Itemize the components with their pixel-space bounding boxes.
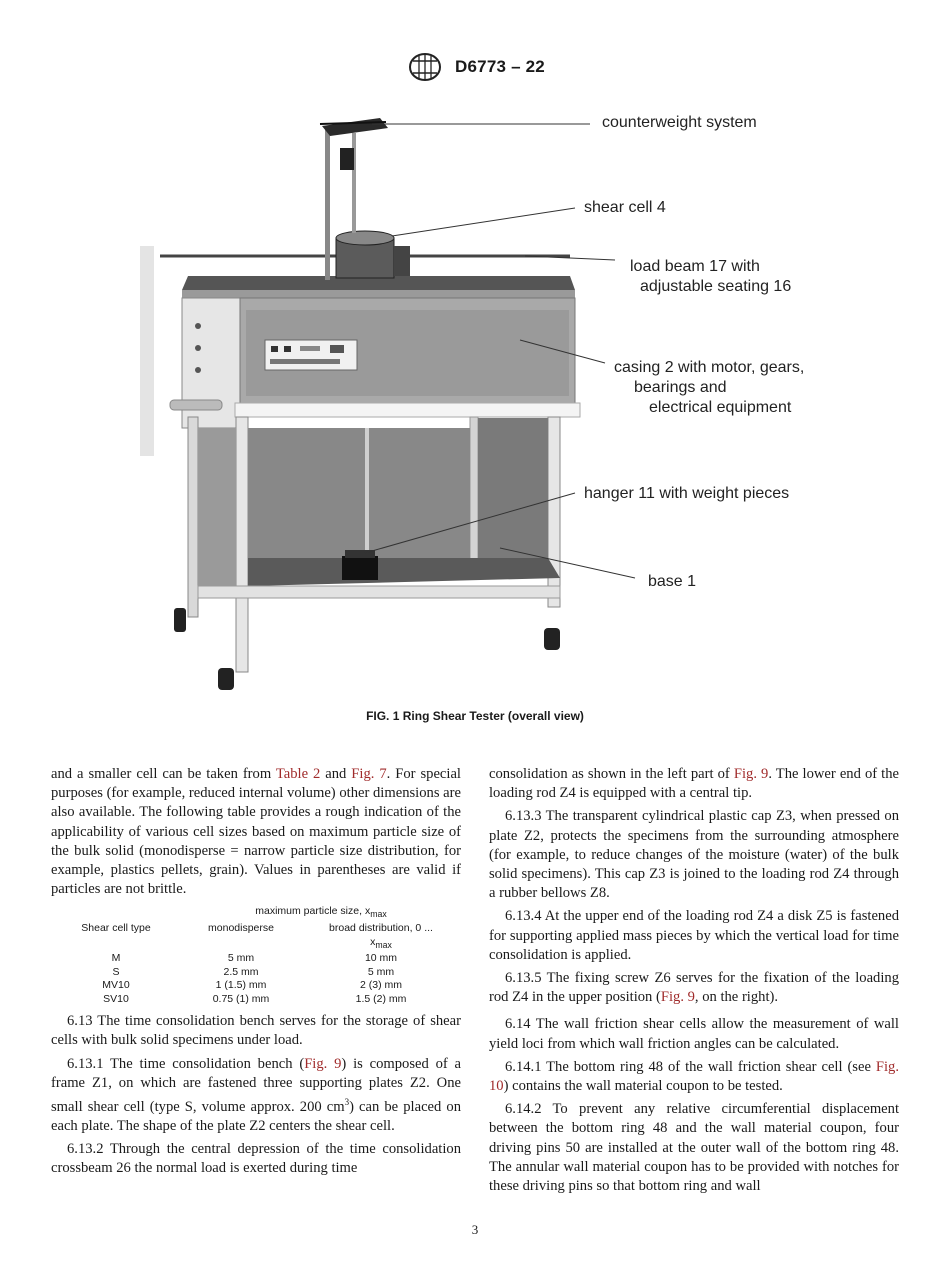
fig-7-link[interactable]: Fig. 7	[351, 766, 387, 782]
paragraph-6-13-4: 6.13.4 At the upper end of the loading rod Z4 a disk Z5 is fastened for supporting applied mass pieces by which the vertical load for time consolidation is applied.	[489, 908, 899, 963]
callout-base: base 1	[648, 573, 697, 590]
particle-size-table	[51, 905, 461, 1006]
control-panel	[265, 340, 357, 370]
table-row: MV10 1 (1.5) mm 2 (3) mm	[102, 979, 402, 992]
fig-9-link[interactable]: Fig. 9	[660, 989, 695, 1006]
callout-casing-line3: electrical equipment	[649, 399, 792, 416]
paragraph-6-13-1: 6.13.1 The time consolidation bench (Fig. 9) is composed of a frame Z1, on which are fastened three supporting plates Z2. One small shear cell (type S, volume approx. 200 $cm^3$) can be placed on each plate. The shape of the plate Z2 centers the shear cell.	[51, 1055, 462, 1134]
paragraph-6-13-2: 6.13.2 Through the central depression of the time consolidation crossbeam 26 the normal load is exerted during time	[51, 1141, 461, 1177]
paragraph-6-13-5: 6.13.5 The fixing screw Z6 serves for the fixation of the loading rod Z4 in the upper position (Fig. 9, on the right).	[489, 970, 899, 1006]
page-number: 3	[471, 1222, 479, 1237]
table-header-type: Shear cell type	[81, 922, 151, 935]
hanger-weight	[342, 556, 378, 580]
table-header-broad: broad distribution, 0 ...	[329, 922, 433, 935]
table-row: SV10 0.75 (1) mm 1.5 (2) mm	[103, 992, 407, 1005]
callout-hanger: hanger 11 with weight pieces	[584, 485, 790, 502]
fig-10-link[interactable]: Fig. 10	[489, 1058, 899, 1095]
standard-designation: D6773 – 22	[455, 57, 545, 76]
callout-counterweight: counterweight system	[602, 114, 757, 131]
figure-ring-shear-tester	[140, 108, 840, 698]
callout-load-beam-line2: adjustable seating 16	[640, 278, 792, 295]
left-column	[51, 765, 461, 1183]
paragraph-6-14-1: 6.14.1 The bottom ring 48 of the wall friction shear cell (see Fig. 10) contains the wall material coupon to be tested.	[489, 1058, 899, 1095]
callout-load-beam: load beam 17 with	[630, 258, 760, 275]
leader-shear-cell	[392, 208, 575, 236]
table-header-mono: monodisperse	[208, 922, 274, 935]
paragraph-6-13: 6.13 The time consolidation bench serves for the storage of shear cells with bulk solid specimens under load.	[51, 1013, 461, 1049]
table-row: M 5 mm 10 mm	[111, 952, 398, 965]
right-column	[489, 765, 899, 1200]
fig-9-link[interactable]: Fig. 9	[733, 766, 769, 782]
table-row: S 2.5 mm 5 mm	[112, 965, 395, 978]
callout-casing-line2: bearings and	[634, 379, 727, 396]
callout-shear-cell: shear cell 4	[584, 199, 666, 216]
table-group-header: maximum particle size, $x_{max}$	[255, 905, 387, 920]
astm-logo	[405, 52, 445, 82]
background-wall	[140, 246, 154, 456]
table-header-broad-xmax: $x_{max}$	[370, 935, 392, 950]
lower-back-panel	[248, 428, 470, 558]
paragraph-6-14: 6.14 The wall friction shear cells allow the measurement of wall yield loci from which wall friction angles can be calculated.	[489, 1016, 899, 1052]
base-plate	[248, 558, 560, 586]
table-2-link[interactable]: Table 2	[275, 766, 321, 782]
paragraph-continued: consolidation as shown in the left part of Fig. 9. The lower end of the loading rod Z4 is equipped with a central tip.	[489, 766, 900, 802]
paragraph-6-13-3: 6.13.3 The transparent cylindrical plastic cap Z3, when pressed on plate Z2, protects the specimens from the surrounding atmosphere (for example, to reduce changes of the moisture (water) of the bulk solid specimens). This cap Z3 is joined to the loading rod Z4 through a rubber bellows Z8.	[489, 808, 899, 902]
fig-9-link[interactable]: Fig. 9	[304, 1055, 342, 1072]
figure-caption: FIG. 1 Ring Shear Tester (overall view)	[366, 709, 584, 723]
vertical-column	[325, 130, 330, 280]
page-header	[0, 52, 950, 82]
callout-casing: casing 2 with motor, gears,	[614, 359, 805, 376]
paragraph-intro: and a smaller cell can be taken from Table 2 and Fig. 7. For special purposes (for example, reduced internal volume) other dimensions are also available. The following table provides a rough indication of the applicability of various cell sizes based on maximum particle size of the bulk solid (monodisperse = narrow particle size distribution, for example, plastics pellets, grain). Values in parentheses are valid if particles are not brittle.	[51, 766, 461, 898]
paragraph-6-14-2: 6.14.2 To prevent any relative circumferential displacement between the bottom ring 48 and the wall material coupon, four driving pins 50 are installed at the outer wall of the bottom ring 48. The annular wall material coupon has to be provided with notches for these driving pins so that bottom ring and wall	[489, 1101, 899, 1195]
